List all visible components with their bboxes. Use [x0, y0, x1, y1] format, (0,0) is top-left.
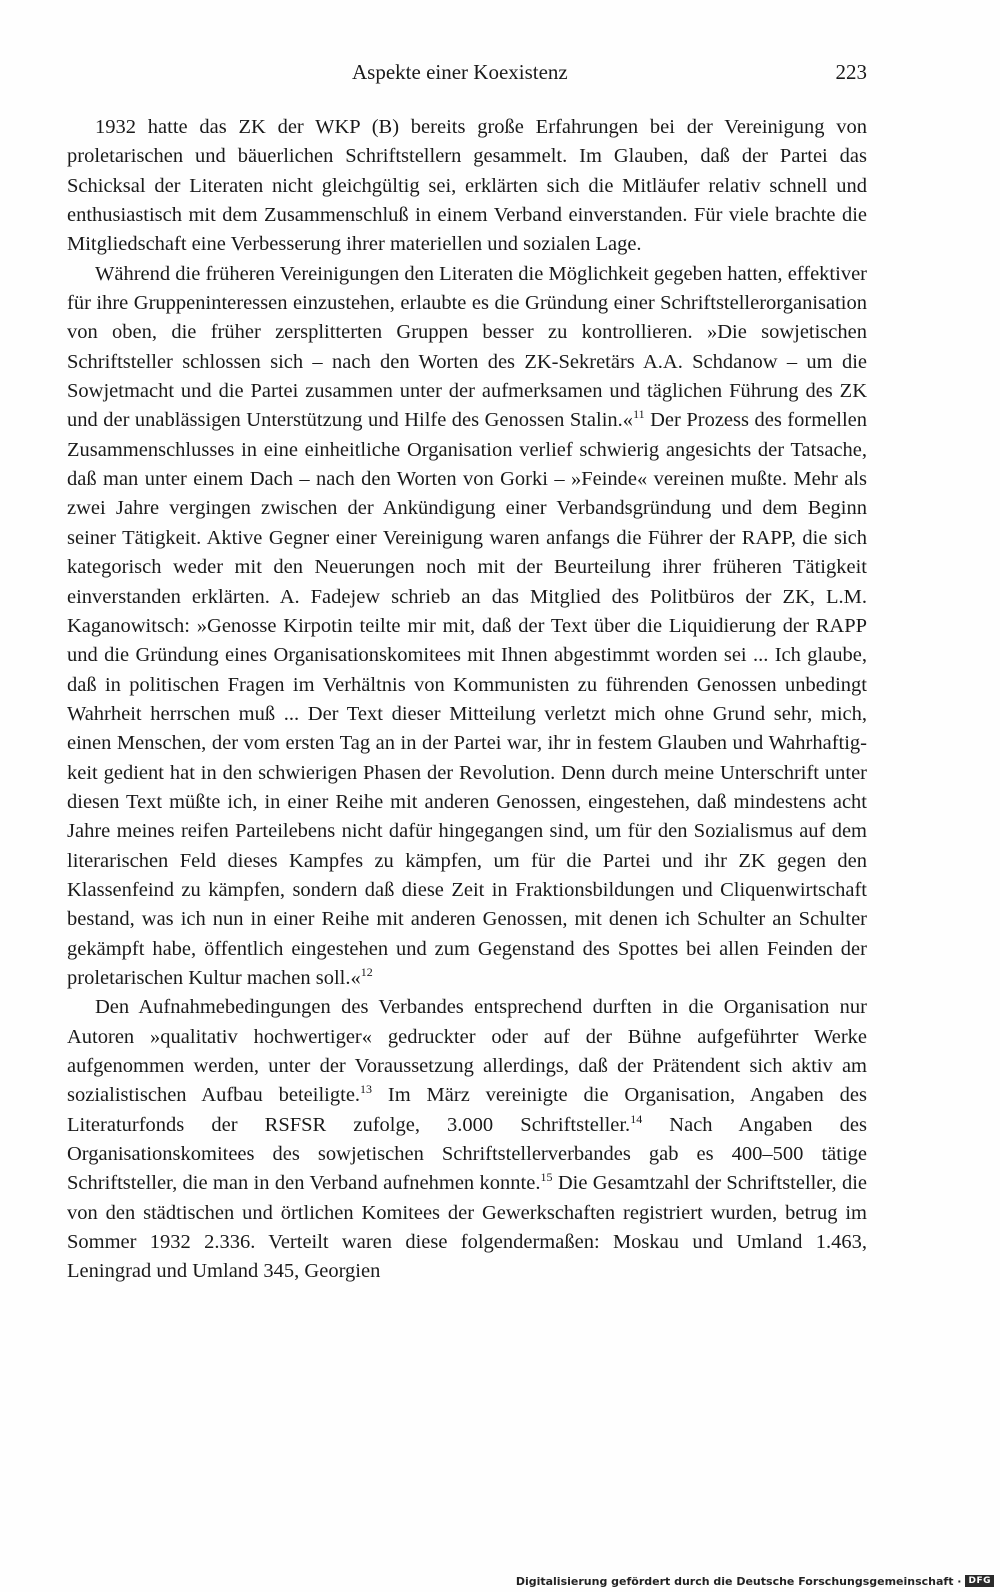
- paragraph-2: [67, 260, 867, 994]
- paragraph-text: Den Aufnahmebedingungen des Verbandes entsprechend durften in die Organisation nur Autoren »qualitativ hochwertiger« gedruckter oder auf der Bühne aufgeführter Werke aufgenommen werden, unter der Voraussetzung allerdings, daß der Prätendent sich aktiv am sozialistischen Aufbau beteiligte.: [67, 996, 867, 1107]
- footnote-ref: 14: [630, 1111, 643, 1126]
- paragraph-text: Die Gesamtzahl der Schriftsteller, die von den städtischen und örtlichen Komitees der Gewerkschaften registriert wurden, betrug im Sommer 1932 2.336. Verteilt waren diese folgendermaßen: Moskau und Umland 1.463, Leningrad und Umland 345, Georgien: [67, 1172, 867, 1283]
- paragraph-3: [67, 993, 867, 1286]
- paragraph-text: Während die früheren Vereinigungen den Literaten die Möglichkeit gegeben hatten, effektiver für ihre Gruppeninteressen einzustehen, erlaubte es die Gründung einer Schriftstellerorganisation von oben, die früher zersplitterten Gruppen besser zu kontrollieren. »Die sowjetischen Schriftsteller schlossen sich – nach den Worten des ZK-Sekretärs A.A. Schdanow – um die Sowjetmacht und die Partei zusammen unter der aufmerksamen und täglichen Führung des ZK und der unablässigen Unterstützung und Hilfe des Genossen Stalin.«: [67, 262, 867, 432]
- footnote-ref: 11: [633, 407, 645, 422]
- footnote-ref: 12: [360, 965, 373, 980]
- paragraph-text: 1932 hatte das ZK der WKP (B) bereits große Erfahrungen bei der Vereinigung von proletarischen und bäuerlichen Schriftstellern gesammelt. Im Glauben, daß der Partei das Schicksal der Literaten nicht gleichgültig sei, erklärten sich die Mitläufer relativ schnell und enthusiastisch mit dem Zusammenschluß in einem Verband einverstanden. Für viele brachte die Mitgliedschaft eine Verbesserung ihrer materiellen und sozialen Lage.: [67, 116, 867, 256]
- paragraph-text: Im März vereinigte die Organisation, Angaben des Literaturfonds der RSFSR zufolge, 3.000 Schriftsteller.: [67, 1084, 867, 1136]
- paragraph-1: [67, 113, 867, 260]
- footnote-ref: 13: [360, 1082, 373, 1097]
- running-title: Aspekte einer Koexistenz: [352, 60, 568, 84]
- running-header: [67, 60, 867, 90]
- paragraph-text: Der Prozess des formellen Zusammenschlusses in eine einheitliche Organisation verlief schwierig angesichts der Tatsache, daß man unter einem Dach – nach den Worten von Gorki – »Feinde« vereinen mußte. Mehr als zwei Jahre vergingen zwischen der Ankündigung einer Verbandsgründung und dem Beginn seiner Tätigkeit. Aktive Gegner einer Vereinigung waren anfangs die Führer der RAPP, die sich kategorisch weder mit den Neuerungen noch mit der Beurteilung ihrer früheren Tätigkeit einverstanden erklärten. A. Fadejew schrieb an das Mitglied des Politbüros der ZK, L.M. Kaganowitsch: »Genosse Kirpotin teilte mir mit, daß der Text über die Liquidierung der RAPP und die Gründung eines Organisationskomitees mit Ihnen abgestimmt worden sei ... Ich glaube, daß in politischen Fragen im Verhältnis von Kommunisten zu führenden Genossen unbedingt Wahrheit herrschen muß ... Der Text dieser Mitteilung verletzt mich ohne Grund sehr, mich, einen Menschen, der vom ersten Tag an in der Partei war, ihr in festem Glauben und Wahrhaftigkeit gedient hat in den schwierigen Phasen der Revolution. Denn durch meine Unterschrift unter diesen Text müßte ich, in einer Reihe mit anderen Genossen, eingestehen, daß mindestens acht Jahre meines reifen Parteilebens nicht dafür hingegangen sind, um für den Sozialismus auf dem literarischen Feld dieses Kampfes zu kämpfen, um für die Partei und ihr ZK gegen den Klassenfeind zu kämpfen, sondern daß diese Zeit in Fraktionsbildungen und Cliquenwirtschaft bestand, was ich nun in einer Reihe mit anderen Genossen, mit denen ich Schulter an Schulter gekämpft habe, öffentlich eingestehen und zum Gegenstand des Spottes bei allen Feinden der proletarischen Kultur machen soll.«: [67, 409, 867, 989]
- footnote-ref: 15: [540, 1170, 553, 1185]
- credit-text: Digitalisierung gefördert durch die Deutsche Forschungsgemeinschaft ·: [515, 1574, 962, 1588]
- digitization-credit: [516, 1572, 994, 1590]
- paragraph-text: Nach Angaben des Organisationskomitees des sowjetischen Schriftstellerverbandes gab es 400–500 tätige Schriftsteller, die man in den Verband aufnehmen konnte.: [67, 1113, 867, 1195]
- page-number: 223: [835, 60, 867, 84]
- dfg-logo: DFG: [965, 1575, 994, 1587]
- body-text: [67, 113, 867, 1287]
